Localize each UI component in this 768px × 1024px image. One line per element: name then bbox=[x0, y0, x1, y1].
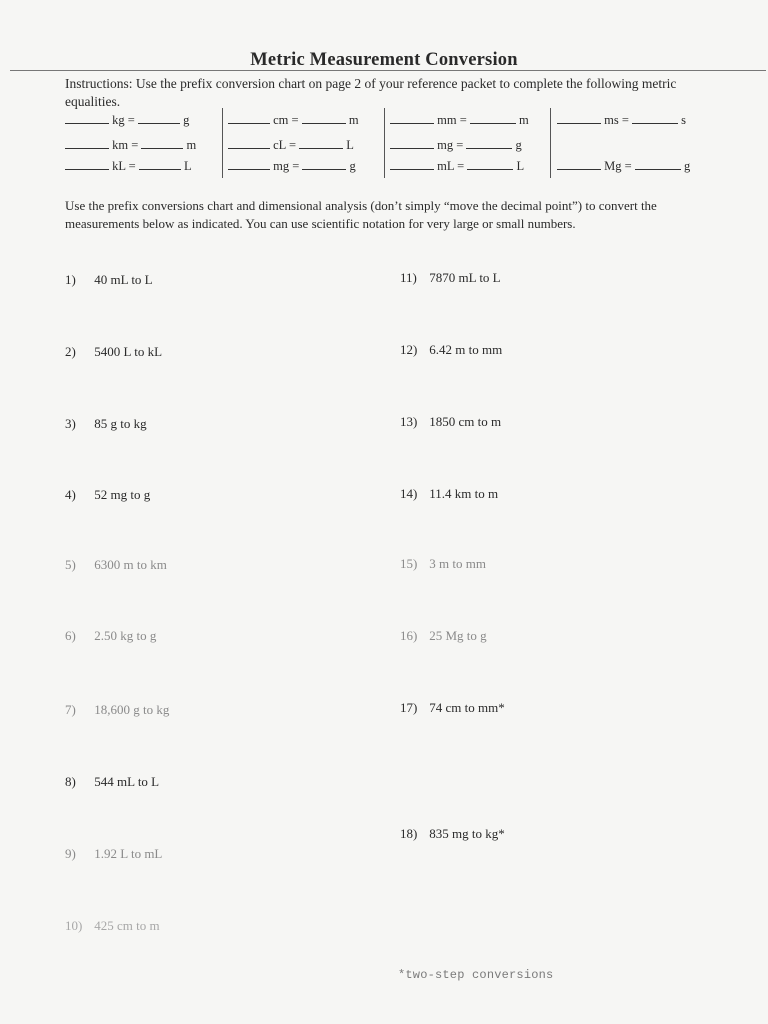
directions-text: Use the prefix conversions chart and dimensional analysis (don’t simply “move the decimal point”) to convert the measurements below as indicated. You can use scientific notation for very large or small numbers. bbox=[65, 198, 657, 231]
equality-Mg: Mg = g bbox=[557, 158, 690, 174]
answer-blank[interactable] bbox=[65, 112, 109, 124]
problem-text: 52 mg to g bbox=[94, 487, 151, 502]
problem-number: 8) bbox=[65, 774, 76, 789]
problem-text: 74 cm to mm* bbox=[429, 700, 505, 715]
base-unit: L bbox=[516, 159, 525, 173]
problem-text: 25 Mg to g bbox=[429, 628, 487, 643]
column-divider bbox=[222, 108, 223, 178]
unit-label: cm bbox=[273, 113, 289, 127]
problem-number: 10) bbox=[65, 918, 83, 933]
unit-label: km bbox=[112, 138, 129, 152]
problem-number: 12) bbox=[400, 342, 418, 357]
unit-label: mg bbox=[437, 138, 454, 152]
unit-label: kg bbox=[112, 113, 125, 127]
problem-text: 425 cm to m bbox=[94, 918, 160, 933]
answer-blank[interactable] bbox=[635, 158, 681, 170]
problem-item bbox=[65, 702, 169, 718]
base-unit: g bbox=[683, 159, 691, 173]
problem-text: 18,600 g to kg bbox=[94, 702, 170, 717]
unit-label: kL bbox=[112, 159, 126, 173]
answer-blank[interactable] bbox=[470, 112, 516, 124]
problem-number: 5) bbox=[65, 557, 76, 572]
problem-item bbox=[400, 700, 505, 716]
equality-kg: kg = g bbox=[65, 112, 189, 128]
problem-item bbox=[65, 416, 147, 432]
answer-blank[interactable] bbox=[65, 158, 109, 170]
answer-blank[interactable] bbox=[390, 137, 434, 149]
problem-item bbox=[400, 556, 486, 572]
equality-km: km = m bbox=[65, 137, 196, 153]
base-unit: L bbox=[346, 138, 354, 152]
unit-label: Mg bbox=[604, 159, 622, 173]
column-divider bbox=[550, 108, 551, 178]
problem-text: 835 mg to kg* bbox=[429, 826, 505, 841]
base-unit: g bbox=[515, 138, 522, 152]
answer-blank[interactable] bbox=[228, 112, 270, 124]
title-underline bbox=[10, 70, 766, 71]
problem-text: 7870 mL to L bbox=[429, 270, 501, 285]
problem-number: 17) bbox=[400, 700, 418, 715]
unit-label: ms bbox=[604, 113, 619, 127]
problem-number: 9) bbox=[65, 846, 76, 861]
column-divider bbox=[384, 108, 385, 178]
base-unit: g bbox=[349, 159, 356, 173]
problem-item bbox=[65, 918, 160, 934]
problem-number: 15) bbox=[400, 556, 418, 571]
base-unit: m bbox=[348, 113, 359, 127]
answer-blank[interactable] bbox=[390, 112, 434, 124]
problem-number: 4) bbox=[65, 487, 76, 502]
answer-blank[interactable] bbox=[139, 158, 181, 170]
problem-text: 5400 L to kL bbox=[94, 344, 163, 359]
problem-text: 1.92 L to mL bbox=[94, 846, 163, 861]
problem-text: 544 mL to L bbox=[94, 774, 160, 789]
problem-item bbox=[400, 486, 498, 502]
answer-blank[interactable] bbox=[466, 137, 512, 149]
problem-number: 18) bbox=[400, 826, 418, 841]
problem-number: 11) bbox=[400, 270, 417, 285]
problem-item bbox=[400, 270, 501, 286]
answer-blank[interactable] bbox=[65, 137, 109, 149]
problem-item bbox=[400, 628, 487, 644]
problem-item bbox=[65, 487, 150, 503]
problem-number: 1) bbox=[65, 272, 76, 287]
answer-blank[interactable] bbox=[467, 158, 513, 170]
problem-text: 40 mL to L bbox=[94, 272, 153, 287]
answer-blank[interactable] bbox=[141, 137, 183, 149]
base-unit: s bbox=[681, 113, 687, 127]
problem-item bbox=[65, 272, 153, 288]
equality-mm: mm = m bbox=[390, 112, 529, 128]
answer-blank[interactable] bbox=[557, 158, 601, 170]
answer-blank[interactable] bbox=[632, 112, 678, 124]
problem-text: 6.42 m to mm bbox=[429, 342, 503, 357]
answer-blank[interactable] bbox=[228, 137, 270, 149]
base-unit: L bbox=[183, 159, 192, 173]
equality-kL: kL = L bbox=[65, 158, 192, 174]
problem-number: 2) bbox=[65, 344, 76, 359]
problem-text: 85 g to kg bbox=[94, 416, 147, 431]
unit-label: cL bbox=[273, 138, 286, 152]
unit-label: mL bbox=[437, 159, 455, 173]
equality-ms: ms = s bbox=[557, 112, 686, 128]
base-unit: m bbox=[519, 113, 529, 127]
problem-text: 3 m to mm bbox=[429, 556, 486, 571]
problem-number: 16) bbox=[400, 628, 418, 643]
problem-text: 6300 m to km bbox=[94, 557, 167, 572]
answer-blank[interactable] bbox=[390, 158, 434, 170]
problem-item bbox=[65, 628, 156, 644]
answer-blank[interactable] bbox=[302, 158, 346, 170]
problem-item bbox=[65, 846, 162, 862]
instructions-text: Instructions: Use the prefix conversion chart on page 2 of your reference packet to complete the following metric equalities. bbox=[65, 76, 677, 109]
answer-blank[interactable] bbox=[557, 112, 601, 124]
problem-item bbox=[400, 414, 501, 430]
equality-mg: mg = g bbox=[390, 137, 522, 153]
problem-text: 1850 cm to m bbox=[429, 414, 502, 429]
base-unit: g bbox=[183, 113, 190, 127]
answer-blank[interactable] bbox=[299, 137, 343, 149]
equality-cL: cL = L bbox=[228, 137, 354, 153]
problem-item bbox=[65, 774, 159, 790]
problem-item bbox=[65, 557, 167, 573]
footnote: *two-step conversions bbox=[398, 968, 554, 982]
answer-blank[interactable] bbox=[228, 158, 270, 170]
problem-number: 6) bbox=[65, 628, 76, 643]
problem-text: 11.4 km to m bbox=[429, 486, 499, 501]
problem-number: 14) bbox=[400, 486, 418, 501]
unit-label: mg bbox=[273, 159, 290, 173]
base-unit: m bbox=[186, 138, 197, 152]
problem-item bbox=[65, 344, 162, 360]
answer-blank[interactable] bbox=[302, 112, 346, 124]
problem-number: 3) bbox=[65, 416, 76, 431]
worksheet-title: Metric Measurement Conversion bbox=[250, 50, 518, 70]
unit-label: mm bbox=[437, 113, 457, 127]
equality-mg-2: mg = g bbox=[228, 158, 356, 174]
problem-item bbox=[400, 826, 505, 842]
problem-number: 13) bbox=[400, 414, 418, 429]
answer-blank[interactable] bbox=[138, 112, 180, 124]
equality-cm: cm = m bbox=[228, 112, 359, 128]
problem-text: 2.50 kg to g bbox=[94, 628, 157, 643]
problem-item bbox=[400, 342, 502, 358]
problem-number: 7) bbox=[65, 702, 76, 717]
equality-mL: mL = L bbox=[390, 158, 524, 174]
